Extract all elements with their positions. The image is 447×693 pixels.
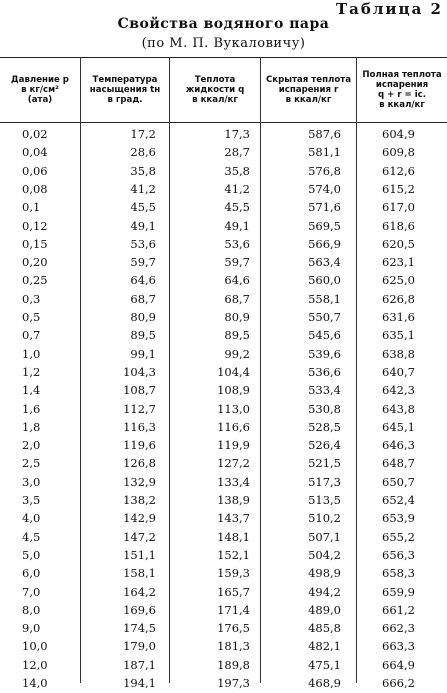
header-saturation-temperature xyxy=(81,61,169,119)
table-cell: 635,1 xyxy=(382,328,415,343)
table-cell: 507,1 xyxy=(308,529,341,544)
header-pressure xyxy=(0,61,80,119)
table-cell: 558,1 xyxy=(308,291,341,306)
table-row xyxy=(0,491,447,510)
table-cell: 3,0 xyxy=(22,474,41,489)
table-cell: 53,6 xyxy=(224,236,250,251)
table-cell: 164,2 xyxy=(123,584,156,599)
table-cell: 0,12 xyxy=(22,218,48,233)
table-cell: 536,6 xyxy=(308,364,341,379)
table-row xyxy=(0,436,447,455)
page-title: Свойства водяного пара xyxy=(117,16,330,32)
table-row xyxy=(0,473,447,492)
table-cell: 28,6 xyxy=(130,145,156,160)
table-cell: 142,9 xyxy=(123,511,156,526)
table-cell: 571,6 xyxy=(308,200,341,215)
table-row xyxy=(0,583,447,602)
table-cell: 35,8 xyxy=(224,163,250,178)
table-cell: 489,0 xyxy=(308,602,341,617)
table-cell: 159,3 xyxy=(217,566,250,581)
table-cell: 0,1 xyxy=(22,200,41,215)
header-total-heat xyxy=(357,61,447,119)
table-row xyxy=(0,253,447,272)
table-cell: 587,6 xyxy=(308,127,341,141)
table-cell: 108,9 xyxy=(217,383,250,398)
table-cell: 0,02 xyxy=(22,127,48,141)
header-liquid-heat xyxy=(170,61,260,119)
table-cell: 89,5 xyxy=(130,328,156,343)
table-cell: 104,4 xyxy=(217,364,250,379)
table-row xyxy=(0,217,447,236)
table-cell: 659,9 xyxy=(382,584,415,599)
table-row xyxy=(0,125,447,144)
table-cell: 569,5 xyxy=(308,218,341,233)
table-cell: 9,0 xyxy=(22,621,41,636)
table-cell: 539,6 xyxy=(308,346,341,361)
table-cell: 0,20 xyxy=(22,255,48,270)
table-cell: 528,5 xyxy=(308,419,341,434)
header-line: в ккал/кг xyxy=(379,100,425,110)
table-cell: 3,5 xyxy=(22,493,41,507)
table-row xyxy=(0,546,447,565)
table-cell: 194,1 xyxy=(123,676,156,690)
header-line: в ккал/кг xyxy=(285,95,332,105)
table-cell: 148,1 xyxy=(217,529,250,544)
table-cell: 174,5 xyxy=(123,621,156,636)
table-cell: 197,3 xyxy=(217,676,250,690)
table-cell: 666,2 xyxy=(382,676,415,690)
table-cell: 64,6 xyxy=(224,273,250,288)
table-cell: 68,7 xyxy=(130,291,156,306)
table-cell: 646,3 xyxy=(382,438,415,453)
table-cell: 504,2 xyxy=(308,547,341,562)
table-cell: 68,7 xyxy=(224,291,250,306)
table-cell: 643,8 xyxy=(382,401,415,416)
table-cell: 626,8 xyxy=(382,291,415,306)
table-cell: 609,8 xyxy=(382,145,415,160)
header-line: в град. xyxy=(107,95,143,105)
table-cell: 650,7 xyxy=(382,474,415,489)
table-label: Таблица 2 xyxy=(335,0,443,18)
table-cell: 574,0 xyxy=(308,181,341,196)
table-cell: 165,7 xyxy=(217,584,250,599)
header-latent-heat xyxy=(261,61,356,119)
table-cell: 0,3 xyxy=(22,291,41,306)
header-line: испарения r xyxy=(278,85,339,95)
table-cell: 158,1 xyxy=(123,566,156,581)
table-row xyxy=(0,528,447,547)
table-cell: 563,4 xyxy=(308,255,341,270)
table-cell: 116,3 xyxy=(123,419,156,434)
table-cell: 104,3 xyxy=(123,364,156,379)
table-cell: 2,0 xyxy=(22,438,41,453)
table-row xyxy=(0,674,447,693)
table-row xyxy=(0,564,447,583)
table-row xyxy=(0,326,447,345)
table-cell: 498,9 xyxy=(308,566,341,581)
table-cell: 5,0 xyxy=(22,547,41,562)
table-cell: 12,0 xyxy=(22,657,48,672)
table-cell: 612,6 xyxy=(382,163,415,178)
table-cell: 623,1 xyxy=(382,255,415,270)
header-line: Скрытая теплота xyxy=(265,75,352,85)
table-cell: 653,9 xyxy=(382,511,415,526)
header-line: насыщения tн xyxy=(89,85,161,95)
table-cell: 7,0 xyxy=(22,584,41,599)
table-cell: 482,1 xyxy=(308,639,341,654)
table-cell: 187,1 xyxy=(123,657,156,672)
table-cell: 64,6 xyxy=(130,273,156,288)
table-cell: 132,9 xyxy=(123,474,156,489)
table-row xyxy=(0,418,447,437)
table-row xyxy=(0,308,447,327)
table-cell: 625,0 xyxy=(382,273,415,288)
table-cell: 1,4 xyxy=(22,383,41,398)
table-row xyxy=(0,162,447,181)
table-cell: 119,9 xyxy=(217,438,250,453)
header-line: Теплота xyxy=(194,75,236,85)
table-cell: 618,6 xyxy=(382,218,415,233)
table-cell: 642,3 xyxy=(382,383,415,398)
table-cell: 1,0 xyxy=(22,346,41,361)
table-cell: 521,5 xyxy=(308,456,341,471)
table-cell: 652,4 xyxy=(382,493,415,507)
table-cell: 35,8 xyxy=(130,163,156,178)
table-cell: 604,9 xyxy=(382,127,415,141)
table-cell: 176,5 xyxy=(217,621,250,636)
table-cell: 112,7 xyxy=(123,401,156,416)
table-cell: 80,9 xyxy=(130,310,156,324)
table-cell: 4,5 xyxy=(22,529,41,544)
table-cell: 49,1 xyxy=(130,218,156,233)
table-cell: 656,3 xyxy=(382,547,415,562)
table-cell: 510,2 xyxy=(308,511,341,526)
table-cell: 0,7 xyxy=(22,328,41,343)
table-cell: 1,2 xyxy=(22,364,41,379)
table-cell: 179,0 xyxy=(123,639,156,654)
table-cell: 645,1 xyxy=(382,419,415,434)
table-cell: 17,2 xyxy=(130,127,156,141)
table-cell: 127,2 xyxy=(217,456,250,471)
table-cell: 615,2 xyxy=(382,181,415,196)
table-cell: 4,0 xyxy=(22,511,41,526)
table-cell: 59,7 xyxy=(224,255,250,270)
table-row xyxy=(0,345,447,364)
table-row xyxy=(0,271,447,290)
table-cell: 0,04 xyxy=(22,145,48,160)
table-cell: 517,3 xyxy=(308,474,341,489)
table-row xyxy=(0,381,447,400)
table-cell: 53,6 xyxy=(130,236,156,251)
table-cell: 468,9 xyxy=(308,676,341,690)
table-cell: 576,8 xyxy=(308,163,341,178)
table-cell: 45,5 xyxy=(224,200,250,215)
table-cell: 1,6 xyxy=(22,401,41,416)
table-row xyxy=(0,143,447,162)
table-row xyxy=(0,400,447,419)
table-cell: 617,0 xyxy=(382,200,415,215)
table-cell: 648,7 xyxy=(382,456,415,471)
table-cell: 80,9 xyxy=(224,310,250,324)
table-cell: 0,25 xyxy=(22,273,48,288)
header-line: испарения xyxy=(375,80,429,90)
table-cell: 116,6 xyxy=(217,419,250,434)
table-cell: 41,2 xyxy=(224,181,250,196)
header-line: в ккал/кг xyxy=(192,95,238,105)
header-line: q + r = iс. xyxy=(377,90,427,100)
table-cell: 49,1 xyxy=(224,218,250,233)
table-cell: 530,8 xyxy=(308,401,341,416)
table-cell: 59,7 xyxy=(130,255,156,270)
table-cell: 0,08 xyxy=(22,181,48,196)
header-line: в кг/см² xyxy=(21,85,59,95)
table-cell: 108,7 xyxy=(123,383,156,398)
table-cell: 14,0 xyxy=(22,676,48,690)
table-cell: 0,5 xyxy=(22,310,41,324)
table-cell: 533,4 xyxy=(308,383,341,398)
table-cell: 581,1 xyxy=(308,145,341,160)
table-row xyxy=(0,509,447,528)
table-cell: 485,8 xyxy=(308,621,341,636)
page-subtitle: (по М. П. Вукаловичу) xyxy=(141,36,306,51)
header-line: Температура xyxy=(92,75,158,85)
table-cell: 640,7 xyxy=(382,364,415,379)
table-cell: 6,0 xyxy=(22,566,41,581)
table-cell: 41,2 xyxy=(130,181,156,196)
header-bottom-rule xyxy=(0,122,447,123)
table-cell: 89,5 xyxy=(224,328,250,343)
table-cell: 661,2 xyxy=(382,602,415,617)
table-cell: 189,8 xyxy=(217,657,250,672)
table-cell: 138,9 xyxy=(217,493,250,507)
table-top-rule xyxy=(0,57,447,58)
table-cell: 620,5 xyxy=(382,236,415,251)
table-row xyxy=(0,454,447,473)
table-cell: 28,7 xyxy=(224,145,250,160)
table-cell: 655,2 xyxy=(382,529,415,544)
table-row xyxy=(0,290,447,309)
table-cell: 138,2 xyxy=(123,493,156,507)
header-line: Полная теплота xyxy=(362,70,442,80)
table-cell: 169,6 xyxy=(123,602,156,617)
table-cell: 1,8 xyxy=(22,419,41,434)
table-cell: 0,15 xyxy=(22,236,48,251)
table-cell: 566,9 xyxy=(308,236,341,251)
table-cell: 126,8 xyxy=(123,456,156,471)
table-row xyxy=(0,619,447,638)
table-row xyxy=(0,235,447,254)
header-line: Давление p xyxy=(11,75,69,85)
table-cell: 17,3 xyxy=(224,127,250,141)
table-cell: 662,3 xyxy=(382,621,415,636)
table-cell: 45,5 xyxy=(130,200,156,215)
table-cell: 494,2 xyxy=(308,584,341,599)
table-cell: 638,8 xyxy=(382,346,415,361)
table-row xyxy=(0,363,447,382)
table-cell: 119,6 xyxy=(123,438,156,453)
header-line: жидкости q xyxy=(185,85,245,95)
table-cell: 475,1 xyxy=(308,657,341,672)
table-cell: 151,1 xyxy=(123,547,156,562)
table-cell: 526,4 xyxy=(308,438,341,453)
table-row xyxy=(0,198,447,217)
table-cell: 545,6 xyxy=(308,328,341,343)
table-cell: 147,2 xyxy=(123,529,156,544)
table-cell: 10,0 xyxy=(22,639,48,654)
table-cell: 143,7 xyxy=(217,511,250,526)
table-cell: 8,0 xyxy=(22,602,41,617)
table-row xyxy=(0,637,447,656)
table-cell: 550,7 xyxy=(308,310,341,324)
table-cell: 99,2 xyxy=(224,346,250,361)
table-cell: 631,6 xyxy=(382,310,415,324)
table-cell: 152,1 xyxy=(217,547,250,562)
table-cell: 113,0 xyxy=(217,401,250,416)
table-cell: 663,3 xyxy=(382,639,415,654)
table-cell: 133,4 xyxy=(217,474,250,489)
table-cell: 171,4 xyxy=(217,602,250,617)
table-cell: 658,3 xyxy=(382,566,415,581)
table-cell: 2,5 xyxy=(22,456,41,471)
table-cell: 513,5 xyxy=(308,493,341,507)
table-cell: 181,3 xyxy=(217,639,250,654)
table-row xyxy=(0,601,447,620)
table-cell: 560,0 xyxy=(308,273,341,288)
table-cell: 99,1 xyxy=(130,346,156,361)
table-cell: 0,06 xyxy=(22,163,48,178)
table-row xyxy=(0,656,447,675)
header-line: (ата) xyxy=(27,95,53,105)
table-cell: 664,9 xyxy=(382,657,415,672)
table-row xyxy=(0,180,447,199)
